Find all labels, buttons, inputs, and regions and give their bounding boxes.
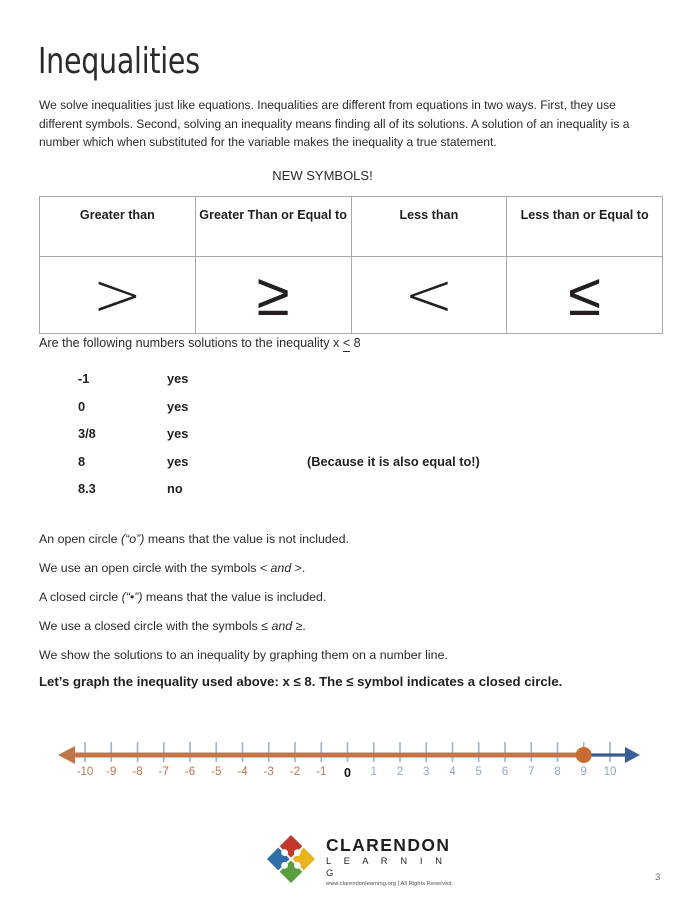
table-header-greater-than: Greater than bbox=[40, 197, 196, 257]
number-line-labels bbox=[40, 766, 660, 790]
question-prefix: Are the following numbers solutions to the inequality x bbox=[39, 336, 343, 350]
number-line-closed-point bbox=[576, 747, 592, 763]
answer-result: yes bbox=[167, 453, 189, 469]
rule-open-circle bbox=[39, 532, 349, 546]
graph-instruction: Let’s graph the inequality used above: x ≤ 8. The ≤ symbol indicates a closed circle. bbox=[39, 674, 563, 689]
answer-value: -1 bbox=[78, 371, 90, 386]
number-line-label: -8 bbox=[132, 766, 143, 778]
answer-note: (Because it is also equal to!) bbox=[307, 453, 480, 469]
rule-text-end: means that the value is not included. bbox=[144, 532, 349, 546]
rule-graphing: We show the solutions to an inequality by graphing them on a number line. bbox=[39, 648, 448, 662]
list-item bbox=[78, 371, 480, 399]
rule-text-end: ≥. bbox=[292, 619, 306, 633]
list-item bbox=[78, 454, 480, 482]
rule-emphasis: (“•”) bbox=[121, 590, 143, 604]
answer-result: yes bbox=[167, 426, 189, 441]
table-header-less-than-or-equal: Less than or Equal to bbox=[507, 197, 663, 257]
number-line-label: -7 bbox=[158, 766, 169, 778]
table-header-row bbox=[40, 197, 663, 257]
less-than-symbol: < bbox=[403, 260, 455, 330]
rule-text: A closed circle bbox=[39, 590, 122, 604]
greater-than-or-equal-symbol: ≥ bbox=[256, 260, 290, 330]
rule-emphasis: (“o”) bbox=[120, 532, 145, 546]
number-line-label: 9 bbox=[580, 766, 587, 778]
number-line-label: -3 bbox=[263, 766, 274, 778]
greater-than-symbol: > bbox=[92, 260, 143, 330]
symbols-table bbox=[39, 196, 663, 334]
rule-closed-circle bbox=[39, 590, 326, 604]
question-suffix: 8 bbox=[350, 336, 361, 350]
rule-text: We use an open circle with the symbols < bbox=[39, 561, 271, 575]
answer-value: 3/8 bbox=[78, 426, 96, 441]
table-header-greater-than-or-equal: Greater Than or Equal to bbox=[195, 197, 351, 257]
number-line-label: 4 bbox=[449, 766, 456, 778]
number-line-label: -10 bbox=[76, 766, 94, 778]
number-line-label: -4 bbox=[237, 766, 248, 778]
number-line-label: 5 bbox=[475, 766, 482, 778]
answer-result: yes bbox=[167, 371, 189, 386]
logo-tagline: www.clarendonlearning.org | All Rights Reserved. bbox=[326, 881, 454, 887]
number-line-label: 7 bbox=[528, 766, 535, 778]
number-line-label: 8 bbox=[554, 766, 561, 778]
rule-text-end: means that the value is included. bbox=[142, 590, 327, 604]
logo-wordmark bbox=[326, 836, 454, 887]
rule-text: We use a closed circle with the symbols ≤ bbox=[39, 619, 272, 633]
clarendon-logo bbox=[264, 830, 454, 886]
number-line-label: -1 bbox=[316, 766, 327, 778]
cell-less-than-symbol bbox=[351, 257, 507, 334]
practice-question bbox=[39, 336, 361, 352]
number-line-label: -9 bbox=[106, 766, 117, 778]
number-line-label: 6 bbox=[501, 766, 509, 778]
number-line-label: -5 bbox=[211, 766, 222, 778]
puzzle-diamond-icon bbox=[264, 834, 318, 884]
number-line-label: -2 bbox=[289, 766, 301, 778]
answer-result: yes bbox=[167, 398, 189, 414]
table-symbol-row bbox=[40, 257, 663, 334]
less-than-or-equal-symbol: ≤ bbox=[568, 260, 602, 330]
logo-main-text: CLARENDON bbox=[326, 835, 451, 855]
answer-list bbox=[78, 371, 480, 509]
rule-emphasis: and bbox=[271, 619, 293, 633]
rule-text-end: >. bbox=[291, 561, 306, 575]
rule-open-circle-symbols bbox=[39, 561, 305, 575]
number-line-left-arrowhead bbox=[58, 746, 75, 764]
cell-greater-than-symbol bbox=[40, 257, 196, 334]
number-line-graphic bbox=[40, 735, 660, 797]
number-line-label: 10 bbox=[603, 766, 617, 778]
answer-value: 8 bbox=[78, 453, 86, 469]
intro-paragraph: We solve inequalities just like equations. Inequalities are different from equations in two ways. First, they use different symbols. Second, solving an inequality means finding all of its solutions. A solution of an inequality is a number which when substituted for the variable makes the inequality a true statement. bbox=[39, 98, 630, 150]
answer-result: no bbox=[167, 481, 183, 496]
number-line-label: 1 bbox=[370, 766, 377, 778]
new-symbols-heading: NEW SYMBOLS! bbox=[272, 168, 373, 183]
list-item bbox=[78, 481, 480, 509]
question-leq-symbol: < bbox=[342, 336, 351, 350]
number-line-right-arrowhead bbox=[625, 747, 640, 763]
page-title: Inequalities bbox=[38, 41, 200, 82]
rule-text: An open circle bbox=[39, 532, 121, 546]
table-header-less-than: Less than bbox=[351, 197, 507, 257]
list-item bbox=[78, 399, 480, 427]
cell-less-than-or-equal-symbol bbox=[507, 257, 663, 334]
number-line-label: 3 bbox=[423, 766, 430, 778]
number-line-label: -6 bbox=[184, 766, 196, 778]
logo-sub-text: L E A R N I N G bbox=[326, 855, 448, 878]
number-line-label: 0 bbox=[344, 766, 351, 780]
footer bbox=[0, 830, 700, 890]
list-item bbox=[78, 426, 480, 454]
number-line-label: 2 bbox=[396, 766, 404, 778]
rule-closed-circle-symbols bbox=[39, 619, 306, 633]
number-line-ticks bbox=[85, 742, 610, 762]
page-number: 3 bbox=[655, 872, 661, 883]
answer-value: 0 bbox=[78, 398, 86, 414]
answer-value: 8.3 bbox=[78, 481, 96, 496]
rule-emphasis: and bbox=[270, 561, 292, 575]
cell-greater-than-or-equal-symbol bbox=[195, 257, 351, 334]
